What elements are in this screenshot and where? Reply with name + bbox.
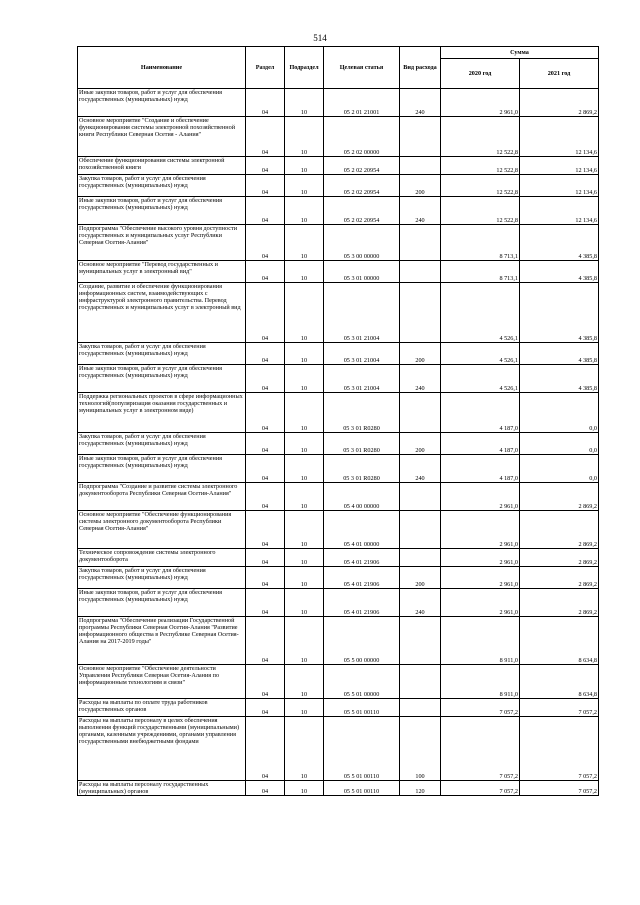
row-sum-2021: 4 385,8 <box>520 365 599 393</box>
row-name: Иные закупки товаров, работ и услуг для обеспечения государственных (муниципальных) нужд <box>78 365 246 393</box>
row-sum-2021: 2 869,2 <box>520 511 599 549</box>
row-sum-2020: 12 522,8 <box>441 197 520 225</box>
table-row <box>78 781 599 796</box>
row-sum-2020: 2 961,0 <box>441 483 520 511</box>
row-sum-2020: 4 187,0 <box>441 455 520 483</box>
row-sum-2021: 12 134,6 <box>520 175 599 197</box>
row-expense-type: 240 <box>400 365 441 393</box>
row-section: 04 <box>246 157 285 175</box>
row-subsection: 10 <box>285 393 324 433</box>
row-target-article: 05 5 00 00000 <box>324 617 400 665</box>
row-name: Поддержка региональных проектов в сфере информационных технологий(популяризация оказания государственных и муниципальных услуг в электронном виде) <box>78 393 246 433</box>
budget-table <box>77 46 599 796</box>
row-section: 04 <box>246 483 285 511</box>
row-sum-2020: 8 713,1 <box>441 225 520 261</box>
row-name: Иные закупки товаров, работ и услуг для обеспечения государственных (муниципальных) нужд <box>78 89 246 117</box>
row-name: Закупка товаров, работ и услуг для обеспечения государственных (муниципальных) нужд <box>78 433 246 455</box>
row-name: Закупка товаров, работ и услуг для обеспечения государственных (муниципальных) нужд <box>78 175 246 197</box>
table-row <box>78 225 599 261</box>
row-subsection: 10 <box>285 117 324 157</box>
row-expense-type: 200 <box>400 433 441 455</box>
row-expense-type <box>400 665 441 699</box>
row-subsection: 10 <box>285 365 324 393</box>
row-expense-type: 200 <box>400 567 441 589</box>
header-year-2020: 2020 год <box>441 59 520 89</box>
header-sum: Сумма <box>441 47 599 59</box>
table-row <box>78 175 599 197</box>
row-name: Расходы на выплаты персоналу в целях обеспечения выполнения функций государственными (муниципальными) органами, казенными учреждениями, органами управления государственными внебюджетными фондами <box>78 717 246 781</box>
row-expense-type <box>400 393 441 433</box>
row-subsection: 10 <box>285 589 324 617</box>
row-section: 04 <box>246 511 285 549</box>
row-expense-type <box>400 511 441 549</box>
row-sum-2020: 4 526,1 <box>441 283 520 343</box>
row-sum-2020: 7 057,2 <box>441 781 520 796</box>
row-sum-2021: 2 869,2 <box>520 483 599 511</box>
table-row <box>78 567 599 589</box>
table-row <box>78 283 599 343</box>
row-expense-type: 240 <box>400 589 441 617</box>
row-section: 04 <box>246 89 285 117</box>
row-sum-2021: 0,0 <box>520 455 599 483</box>
row-sum-2021: 2 869,2 <box>520 567 599 589</box>
page-number: 514 <box>313 33 327 43</box>
row-name: Закупка товаров, работ и услуг для обеспечения государственных (муниципальных) нужд <box>78 567 246 589</box>
row-expense-type: 200 <box>400 343 441 365</box>
row-target-article: 05 2 02 20954 <box>324 175 400 197</box>
row-sum-2021: 7 057,2 <box>520 781 599 796</box>
row-expense-type: 240 <box>400 197 441 225</box>
row-target-article: 05 4 00 00000 <box>324 483 400 511</box>
row-expense-type <box>400 699 441 717</box>
row-sum-2020: 2 961,0 <box>441 589 520 617</box>
table-row <box>78 455 599 483</box>
row-subsection: 10 <box>285 699 324 717</box>
row-sum-2021: 7 057,2 <box>520 699 599 717</box>
table-row <box>78 197 599 225</box>
row-expense-type: 240 <box>400 89 441 117</box>
row-sum-2021: 12 134,6 <box>520 117 599 157</box>
row-subsection: 10 <box>285 433 324 455</box>
row-sum-2020: 8 911,0 <box>441 617 520 665</box>
row-target-article: 05 4 01 21906 <box>324 589 400 617</box>
row-sum-2020: 4 187,0 <box>441 433 520 455</box>
row-sum-2021: 2 869,2 <box>520 589 599 617</box>
row-name: Иные закупки товаров, работ и услуг для обеспечения государственных (муниципальных) нужд <box>78 455 246 483</box>
row-subsection: 10 <box>285 225 324 261</box>
row-sum-2021: 8 634,8 <box>520 665 599 699</box>
row-section: 04 <box>246 225 285 261</box>
row-expense-type <box>400 157 441 175</box>
row-subsection: 10 <box>285 617 324 665</box>
row-sum-2021: 4 385,8 <box>520 261 599 283</box>
row-sum-2020: 4 187,0 <box>441 393 520 433</box>
row-sum-2020: 12 522,8 <box>441 157 520 175</box>
row-target-article: 05 3 01 00000 <box>324 261 400 283</box>
row-section: 04 <box>246 549 285 567</box>
row-expense-type <box>400 283 441 343</box>
row-expense-type: 240 <box>400 455 441 483</box>
row-target-article: 05 2 02 20954 <box>324 157 400 175</box>
row-section: 04 <box>246 665 285 699</box>
row-sum-2021: 4 385,8 <box>520 283 599 343</box>
row-subsection: 10 <box>285 717 324 781</box>
row-section: 04 <box>246 617 285 665</box>
header-year-2021: 2021 год <box>520 59 599 89</box>
row-expense-type: 200 <box>400 175 441 197</box>
row-subsection: 10 <box>285 197 324 225</box>
row-subsection: 10 <box>285 781 324 796</box>
row-name: Расходы на выплаты по оплате труда работников государственных органов <box>78 699 246 717</box>
row-subsection: 10 <box>285 665 324 699</box>
table-row <box>78 117 599 157</box>
row-sum-2020: 4 526,1 <box>441 365 520 393</box>
row-sum-2021: 2 869,2 <box>520 89 599 117</box>
row-section: 04 <box>246 261 285 283</box>
row-target-article: 05 2 02 20954 <box>324 197 400 225</box>
row-sum-2020: 2 961,0 <box>441 549 520 567</box>
row-sum-2021: 4 385,8 <box>520 343 599 365</box>
row-target-article: 05 3 01 21004 <box>324 365 400 393</box>
table-row <box>78 433 599 455</box>
row-subsection: 10 <box>285 283 324 343</box>
row-sum-2021: 0,0 <box>520 433 599 455</box>
row-name: Техническое сопровождение системы электронного документооборота <box>78 549 246 567</box>
row-expense-type: 100 <box>400 717 441 781</box>
table-row <box>78 589 599 617</box>
row-expense-type <box>400 225 441 261</box>
row-sum-2020: 7 057,2 <box>441 699 520 717</box>
row-sum-2021: 7 057,2 <box>520 717 599 781</box>
row-subsection: 10 <box>285 261 324 283</box>
row-section: 04 <box>246 393 285 433</box>
row-subsection: 10 <box>285 343 324 365</box>
row-section: 04 <box>246 175 285 197</box>
row-name: Основное мероприятие "Создание и обеспечение функционирования системы электронной похозяйственной книги Республики Северная Осетия - Алания" <box>78 117 246 157</box>
row-sum-2020: 7 057,2 <box>441 717 520 781</box>
table-row <box>78 393 599 433</box>
row-expense-type <box>400 261 441 283</box>
table-row <box>78 511 599 549</box>
row-name: Основное мероприятие "Обеспечение функционирования системы электронного документооборота Республики Северная Осетия-Алания" <box>78 511 246 549</box>
row-sum-2020: 2 961,0 <box>441 89 520 117</box>
row-expense-type: 120 <box>400 781 441 796</box>
table-row <box>78 699 599 717</box>
row-name: Основное мероприятие "Обеспечение деятельности Управления Республики Северная Осетия-Алания по информационным технологиям и связи" <box>78 665 246 699</box>
row-sum-2020: 2 961,0 <box>441 511 520 549</box>
table-row <box>78 665 599 699</box>
row-sum-2020: 2 961,0 <box>441 567 520 589</box>
row-section: 04 <box>246 781 285 796</box>
row-target-article: 05 4 01 21906 <box>324 567 400 589</box>
row-target-article: 05 5 01 00110 <box>324 781 400 796</box>
row-target-article: 05 5 01 00110 <box>324 717 400 781</box>
row-target-article: 05 5 01 00000 <box>324 665 400 699</box>
row-subsection: 10 <box>285 483 324 511</box>
row-section: 04 <box>246 343 285 365</box>
row-subsection: 10 <box>285 175 324 197</box>
row-subsection: 10 <box>285 567 324 589</box>
table-row <box>78 89 599 117</box>
header-section: Раздел <box>246 47 285 89</box>
row-sum-2020: 8 911,0 <box>441 665 520 699</box>
table-row <box>78 157 599 175</box>
row-target-article: 05 3 01 21004 <box>324 343 400 365</box>
row-target-article: 05 3 01 R0280 <box>324 393 400 433</box>
row-target-article: 05 3 01 21004 <box>324 283 400 343</box>
row-sum-2021: 0,0 <box>520 393 599 433</box>
row-section: 04 <box>246 365 285 393</box>
row-target-article: 05 3 01 R0280 <box>324 433 400 455</box>
table-row <box>78 365 599 393</box>
row-sum-2020: 12 522,8 <box>441 175 520 197</box>
row-section: 04 <box>246 589 285 617</box>
row-section: 04 <box>246 433 285 455</box>
row-name: Подпрограмма "Обеспечение высокого уровня доступности государственных и муниципальных услуг Республики Северная Осетия-Алания" <box>78 225 246 261</box>
table-row <box>78 261 599 283</box>
row-section: 04 <box>246 567 285 589</box>
header-expense-type: Вид расхода <box>400 47 441 89</box>
table-row <box>78 549 599 567</box>
row-target-article: 05 2 02 00000 <box>324 117 400 157</box>
row-sum-2020: 4 526,1 <box>441 343 520 365</box>
table-row <box>78 617 599 665</box>
row-section: 04 <box>246 197 285 225</box>
row-sum-2021: 8 634,8 <box>520 617 599 665</box>
row-subsection: 10 <box>285 549 324 567</box>
row-name: Закупка товаров, работ и услуг для обеспечения государственных (муниципальных) нужд <box>78 343 246 365</box>
row-section: 04 <box>246 455 285 483</box>
header-subsection: Подраздел <box>285 47 324 89</box>
row-sum-2020: 12 522,8 <box>441 117 520 157</box>
row-sum-2020: 8 713,1 <box>441 261 520 283</box>
table-body <box>78 89 599 796</box>
row-sum-2021: 12 134,6 <box>520 197 599 225</box>
row-sum-2021: 2 869,2 <box>520 549 599 567</box>
row-section: 04 <box>246 283 285 343</box>
table-row <box>78 717 599 781</box>
row-name: Иные закупки товаров, работ и услуг для обеспечения государственных (муниципальных) нужд <box>78 589 246 617</box>
row-expense-type <box>400 617 441 665</box>
row-name: Создание, развитие и обеспечение функционирования информационных систем, взаимодействующих с инфраструктурой электронного правительства. Перевод государственных и муниципальных услуг в электронный вид <box>78 283 246 343</box>
row-target-article: 05 3 01 R0280 <box>324 455 400 483</box>
row-expense-type <box>400 483 441 511</box>
header-target-article: Целевая статья <box>324 47 400 89</box>
row-name: Основное мероприятие "Перевод государственных и муниципальных услуг в электронный вид" <box>78 261 246 283</box>
row-subsection: 10 <box>285 89 324 117</box>
header-name: Наименование <box>78 47 246 89</box>
row-target-article: 05 3 00 00000 <box>324 225 400 261</box>
row-section: 04 <box>246 717 285 781</box>
row-section: 04 <box>246 699 285 717</box>
row-name: Расходы на выплаты персоналу государственных (муниципальных) органов <box>78 781 246 796</box>
row-subsection: 10 <box>285 157 324 175</box>
row-sum-2021: 12 134,6 <box>520 157 599 175</box>
row-name: Обеспечение функционирования системы электронной похозяйственной книги <box>78 157 246 175</box>
row-sum-2021: 4 385,8 <box>520 225 599 261</box>
table-row <box>78 343 599 365</box>
row-section: 04 <box>246 117 285 157</box>
row-expense-type <box>400 117 441 157</box>
row-expense-type <box>400 549 441 567</box>
row-name: Подпрограмма "Создание и развитие системы электронного документооборота Республики Северная Осетия-Алания" <box>78 483 246 511</box>
row-target-article: 05 4 01 00000 <box>324 511 400 549</box>
table-row <box>78 483 599 511</box>
row-name: Подпрограмма "Обеспечение реализации Государственной программы Республики Северная Осетия-Алания "Развитие информационного общества в Республике Северная Осетия-Алания на 2017-2019 годы" <box>78 617 246 665</box>
row-subsection: 10 <box>285 455 324 483</box>
row-name: Иные закупки товаров, работ и услуг для обеспечения государственных (муниципальных) нужд <box>78 197 246 225</box>
row-subsection: 10 <box>285 511 324 549</box>
row-target-article: 05 2 01 21001 <box>324 89 400 117</box>
row-target-article: 05 5 01 00110 <box>324 699 400 717</box>
row-target-article: 05 4 01 21906 <box>324 549 400 567</box>
